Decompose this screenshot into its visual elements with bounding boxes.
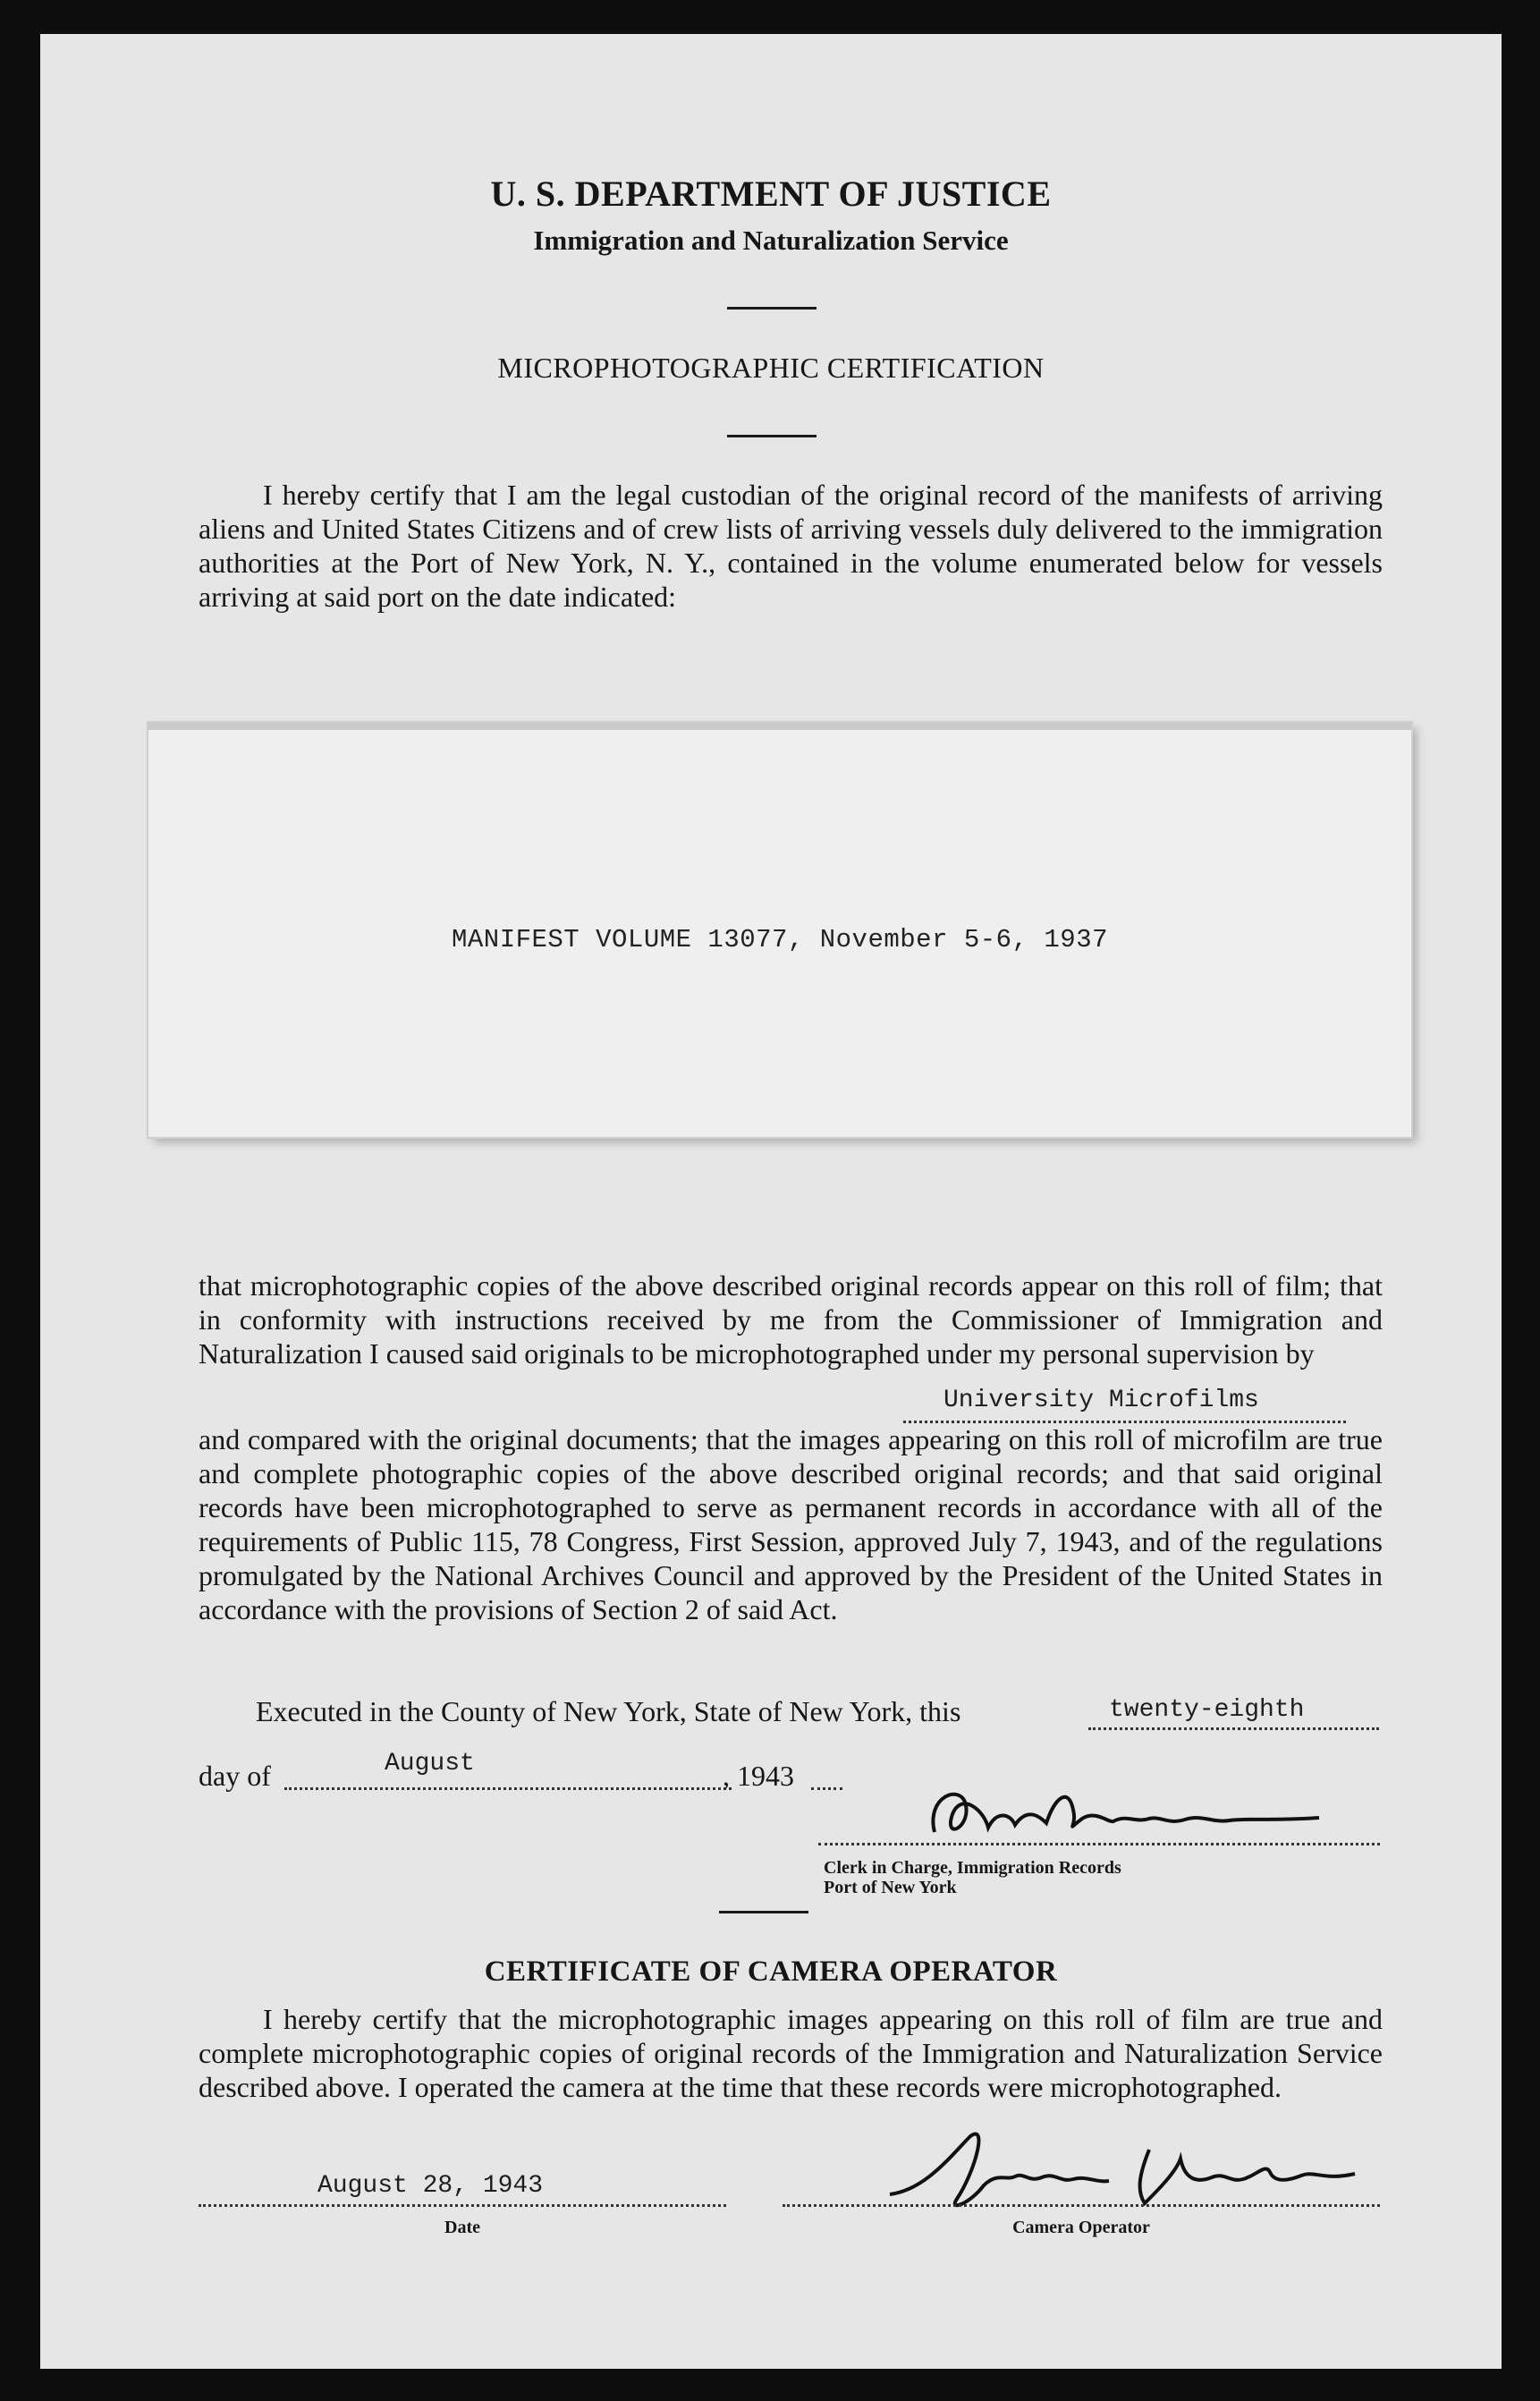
execution-statement: Executed in the County of New York, State of New York, this [256, 1695, 961, 1727]
execution-day-value: twenty-eighth [1109, 1696, 1305, 1724]
camera-certificate-heading: CERTIFICATE OF CAMERA OPERATOR [484, 1956, 1058, 1988]
execution-day-dotted-line [1088, 1727, 1379, 1730]
camera-date-label: Date [444, 2218, 480, 2237]
department-heading: U. S. DEPARTMENT OF JUSTICE [490, 174, 1052, 214]
month-value: August [385, 1750, 475, 1777]
clerk-title-line1: Clerk in Charge, Immigration Records [824, 1858, 1121, 1878]
intro-paragraph: I hereby certify that I am the legal custodian of the original record of the manifests of arriving aliens and United States Citizens and of crew lists of arriving vessels duly delivered to the immigration authorities at the Port of New York, N. Y., contained in the volume enumerated below for vessels arriving at said port on the date indicated: [199, 479, 1383, 613]
manifest-volume-text: MANIFEST VOLUME 13077, November 5-6, 1937 [451, 925, 1109, 954]
camera-date-line [199, 2204, 726, 2207]
divider-camera [719, 1911, 808, 1913]
service-subheading: Immigration and Naturalization Service [533, 225, 1009, 256]
camera-certificate-paragraph: I hereby certify that the microphotographic images appearing on this roll of film are true and complete microphotographic copies of original records of the Immigration and Naturalization Service described above. I operated the camera at the time that these records were microphotographed. [199, 2003, 1383, 2103]
year-value: , 1943 [723, 1760, 794, 1792]
certification-title: MICROPHOTOGRAPHIC CERTIFICATION [497, 352, 1045, 384]
clerk-signature-line [818, 1843, 1380, 1845]
operator-signature-image [872, 2118, 1373, 2217]
year-dotted-tail [811, 1787, 842, 1790]
camera-operator-label: Camera Operator [1012, 2218, 1150, 2237]
camera-date-value: August 28, 1943 [317, 2172, 544, 2200]
manifest-insert-slip [148, 723, 1411, 1137]
filmed-by-value: University Microfilms [943, 1387, 1259, 1414]
body-paragraph-part2: and compared with the original documents; that the images appearing on this roll of microfilm are true and complete photographic copies of the above described original records; and that said original records have been microphotographed to serve as permanent records in accordance with all of the requirements of Public 115, 78 Congress, First Session, approved July 7, 1943, and of the regulations promulgated by the National Archives Council and approved by the President of the United States in accordance with the provisions of Section 2 of said Act. [199, 1423, 1383, 1625]
divider-second [727, 435, 817, 437]
operator-signature-line [783, 2204, 1380, 2207]
clerk-title-line2: Port of New York [824, 1878, 957, 1897]
day-of-label: day of [199, 1760, 271, 1792]
body-paragraph-part1: that microphotographic copies of the above described original records appear on this roll of film; that in conformity with instructions received by me from the Commissioner of Immigration and Naturalization I caused said originals to be microphotographed under my personal supervision by [199, 1269, 1383, 1370]
clerk-signature-image [899, 1778, 1355, 1850]
divider-top [727, 307, 817, 310]
month-dotted-line [284, 1787, 732, 1790]
certificate-page [40, 34, 1502, 2369]
